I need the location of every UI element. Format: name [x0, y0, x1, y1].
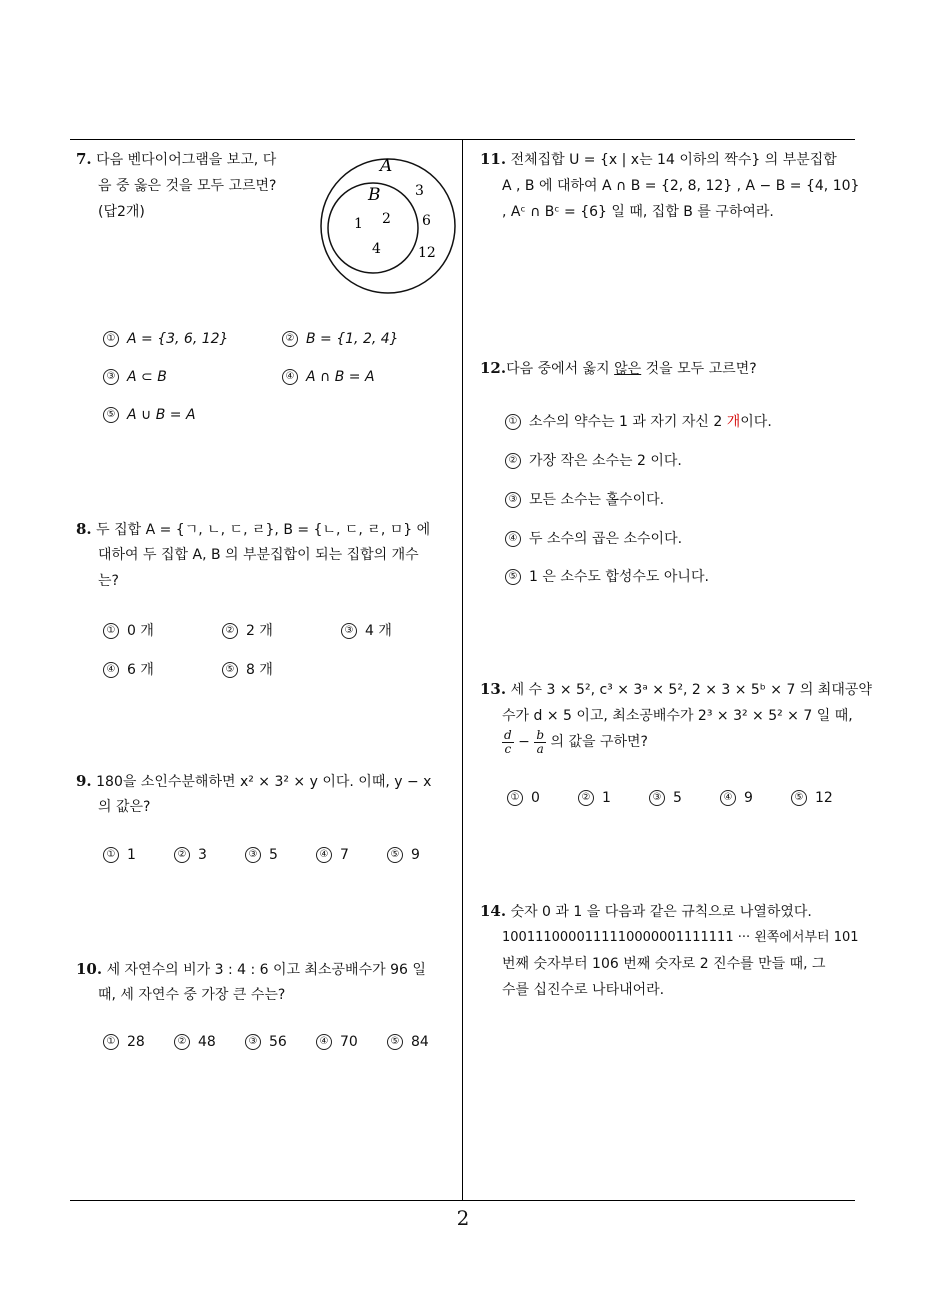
q7-option-2[interactable]: ② B = {1, 2, 4} [282, 331, 399, 347]
q8-option-4[interactable]: ④ 6 개 [103, 659, 154, 679]
question-7-line3: (답2개) [98, 204, 145, 220]
question-14 [480, 898, 812, 925]
page-number: 2 [456, 1206, 470, 1230]
question-text: 180을 소인수분해하면 x² × 3² × y 이다. 이때, y − x [96, 774, 432, 790]
question-number: 10. [76, 960, 103, 978]
question-12: 12.다음 중에서 옳지 않은 것을 모두 고르면? [480, 359, 757, 377]
question-number: 8. [76, 520, 92, 538]
venn-label-a: A [380, 156, 393, 176]
q10-option-3[interactable]: ③ 56 [245, 1034, 287, 1050]
q13-option-1[interactable]: ① 0 [507, 790, 540, 806]
question-13-line2: 수가 d × 5 이고, 최소공배수가 2³ × 3² × 5² × 7 일 때, [502, 708, 853, 724]
q9-option-4[interactable]: ④ 7 [316, 847, 349, 863]
question-14-line3: 번째 숫자부터 106 번째 숫자로 2 진수를 만들 때, 그 [502, 956, 826, 972]
fraction-d-over-c: $\frac{d}{c}$ [504, 727, 512, 756]
question-9 [76, 768, 431, 795]
q10-option-4[interactable]: ④ 70 [316, 1034, 358, 1050]
question-number: 11. [480, 150, 507, 168]
question-number: 12. [480, 359, 507, 377]
circled-4: ④ [282, 369, 298, 385]
venn-value: 2 [382, 211, 391, 227]
question-11-line3: , Aᶜ ∩ Bᶜ = {6} 일 때, 집합 B 를 구하여라. [502, 204, 774, 220]
venn-value: 12 [418, 245, 436, 261]
q9-option-3[interactable]: ③ 5 [245, 847, 278, 863]
circled-1: ① [103, 331, 119, 347]
venn-diagram [318, 150, 460, 298]
q13-option-5[interactable]: ⑤ 12 [791, 790, 833, 806]
circled-2: ② [282, 331, 298, 347]
circled-3: ③ [103, 369, 119, 385]
q13-option-4[interactable]: ④ 9 [720, 790, 753, 806]
q13-option-2[interactable]: ② 1 [578, 790, 611, 806]
question-text: 세 자연수의 비가 3 : 4 : 6 이고 최소공배수가 96 일 [106, 962, 426, 978]
q12-option-2[interactable]: ② 가장 작은 소수는 2 이다. [505, 450, 682, 470]
q9-option-2[interactable]: ② 3 [174, 847, 207, 863]
question-number: 7. [76, 150, 92, 168]
question-11-line2: A , B 에 대하여 A ∩ B = {2, 8, 12} , A − B = {4, 10} [502, 178, 860, 194]
question-text: 다음 벤다이어그램을 보고, 다 [96, 152, 277, 168]
question-9-line2: 의 값은? [98, 799, 151, 815]
q12-option-1[interactable]: ① 소수의 약수는 1 과 자기 자신 2 개이다. [505, 411, 772, 431]
q13-option-3[interactable]: ③ 5 [649, 790, 682, 806]
question-8 [76, 516, 430, 543]
q8-option-5[interactable]: ⑤ 8 개 [222, 659, 273, 679]
question-13-line3: $\frac{d}{c}$ − $\frac{b}{a}$ 의 값을 구하면? [504, 727, 648, 756]
question-text: 두 집합 A = {ㄱ, ㄴ, ㄷ, ㄹ}, B = {ㄴ, ㄷ, ㄹ, ㅁ} 에 [96, 522, 431, 538]
question-number: 9. [76, 772, 92, 790]
circled-5: ⑤ [103, 407, 119, 423]
question-14-line4: 수를 십진수로 나타내어라. [502, 982, 665, 998]
q8-option-1[interactable]: ① 0 개 [103, 620, 154, 640]
question-number: 14. [480, 902, 507, 920]
venn-value: 6 [422, 213, 431, 229]
q7-option-5[interactable]: ⑤ A ∪ B = A [103, 407, 196, 423]
question-13 [480, 676, 872, 703]
question-text: 전체집합 U = {x | x는 14 이하의 짝수} 의 부분집합 [510, 152, 837, 168]
question-10-line2: 때, 세 자연수 중 가장 큰 수는? [98, 987, 286, 1003]
q12-option-4[interactable]: ④ 두 소수의 곱은 소수이다. [505, 528, 682, 548]
question-7 [76, 146, 276, 173]
venn-label-b: B [368, 185, 381, 205]
q10-option-2[interactable]: ② 48 [174, 1034, 216, 1050]
highlighted-text: 개 [726, 414, 741, 430]
q12-option-5[interactable]: ⑤ 1 은 소수도 합성수도 아니다. [505, 566, 709, 586]
question-text: 세 수 3 × 5², c³ × 3ᵃ × 5², 2 × 3 × 5ᵇ × 7 의 최대공약 [510, 682, 872, 698]
q9-option-1[interactable]: ① 1 [103, 847, 136, 863]
q12-option-3[interactable]: ③ 모든 소수는 홀수이다. [505, 489, 664, 509]
question-number: 13. [480, 680, 507, 698]
fraction-b-over-a: $\frac{b}{a}$ [536, 727, 545, 756]
q9-option-5[interactable]: ⑤ 9 [387, 847, 420, 863]
q10-option-5[interactable]: ⑤ 84 [387, 1034, 429, 1050]
question-10 [76, 956, 426, 983]
question-text: 숫자 0 과 1 을 다음과 같은 규칙으로 나열하였다. [510, 904, 812, 920]
question-11 [480, 146, 837, 173]
question-8-line2: 대하여 두 집합 A, B 의 부분집합이 되는 집합의 개수 [98, 547, 419, 563]
q8-option-3[interactable]: ③ 4 개 [341, 620, 392, 640]
venn-value: 4 [372, 241, 381, 257]
q10-option-1[interactable]: ① 28 [103, 1034, 145, 1050]
q7-option-4[interactable]: ④ A ∩ B = A [282, 369, 375, 385]
underlined-word: 않은 [614, 361, 642, 377]
column-divider [462, 139, 463, 1201]
venn-value: 3 [415, 183, 424, 199]
question-14-line2: 1001110000111110000001111111 ··· 왼쪽에서부터 101 [502, 930, 859, 945]
venn-value: 1 [354, 216, 363, 232]
question-8-line3: 는? [98, 573, 119, 589]
question-7-line2: 음 중 옳은 것을 모두 고르면? [98, 178, 277, 194]
q7-option-1[interactable]: ① A = {3, 6, 12} [103, 331, 228, 347]
q8-option-2[interactable]: ② 2 개 [222, 620, 273, 640]
q7-option-3[interactable]: ③ A ⊂ B [103, 369, 167, 385]
